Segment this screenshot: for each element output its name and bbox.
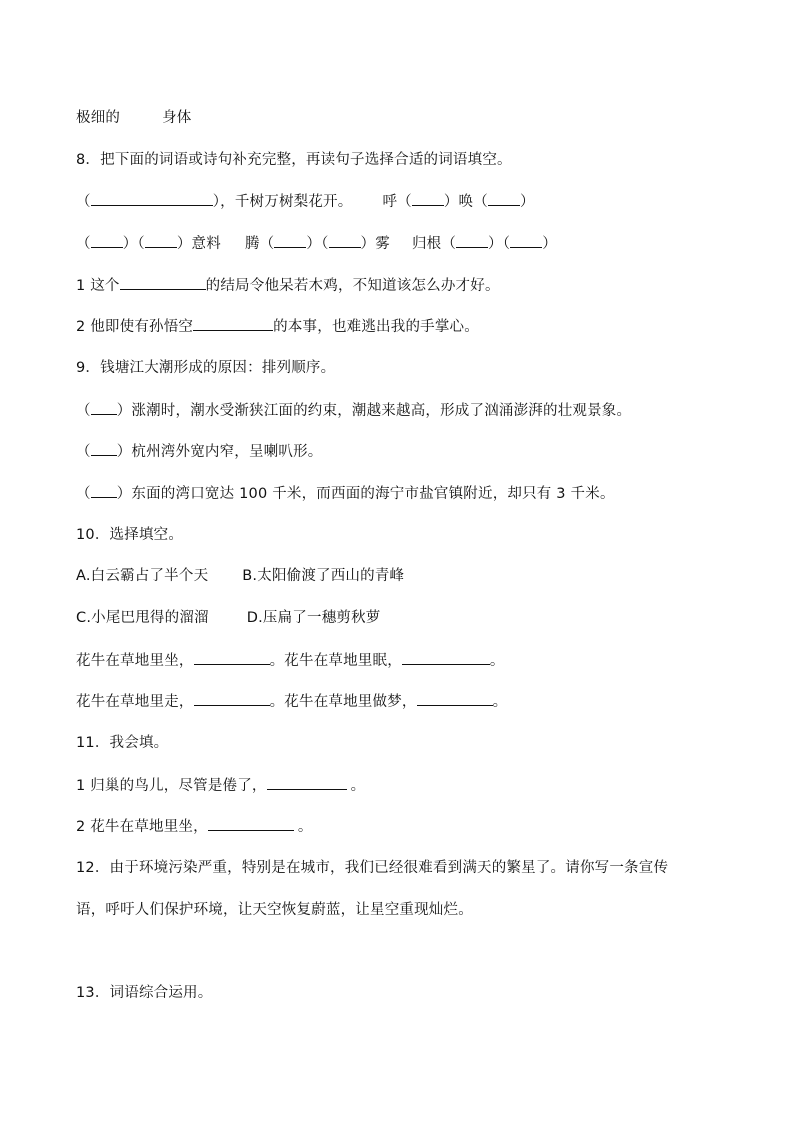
fill-blank[interactable] bbox=[267, 775, 347, 790]
fill-blank[interactable] bbox=[194, 650, 270, 665]
text: ） bbox=[542, 236, 557, 252]
text: 。花牛在草地里做梦， bbox=[269, 694, 417, 710]
fill-blank[interactable] bbox=[412, 191, 444, 206]
question-8-heading: 8．把下面的词语或诗句补充完整，再读句子选择合适的词语填空。 bbox=[76, 152, 512, 168]
text: 。 bbox=[489, 653, 505, 669]
fill-blank[interactable] bbox=[120, 275, 206, 290]
question-12-line-2: 语，呼吁人们保护环境，让天空恢复蔚蓝，让星空重现灿烂。 bbox=[76, 902, 473, 918]
text: 身体 bbox=[162, 110, 192, 126]
text: 的结局令他呆若木鸡，不知道该怎么办才好。 bbox=[205, 278, 500, 294]
text: ）唤（ bbox=[443, 194, 488, 210]
question-10-heading: 10．选择填空。 bbox=[76, 527, 184, 543]
text: ）东面的湾口宽达 100 千米，而西面的海宁市盐官镇附近，却只有 3 千米。 bbox=[116, 486, 615, 502]
text: ）杭州湾外宽内窄，呈喇叭形。 bbox=[116, 444, 323, 460]
text: 呼（ bbox=[382, 194, 412, 210]
text: 。 bbox=[350, 778, 366, 794]
option-b: B.太阳偷渡了西山的青峰 bbox=[242, 568, 405, 584]
question-8-sentence-1 bbox=[76, 275, 500, 296]
text: （ bbox=[76, 486, 91, 502]
question-10-line-2 bbox=[76, 691, 507, 712]
text: 。 bbox=[492, 694, 508, 710]
text: ）意料 bbox=[176, 236, 221, 252]
fill-blank[interactable] bbox=[417, 691, 493, 706]
text: ）涨潮时，潮水受渐狭江面的约束，潮越来越高，形成了汹涌澎湃的壮观景象。 bbox=[116, 403, 632, 419]
text: 归根（ bbox=[411, 236, 457, 252]
fill-blank[interactable] bbox=[274, 233, 306, 248]
text: 的本事，也难逃出我的手掌心。 bbox=[273, 319, 479, 335]
text: ）（ bbox=[122, 236, 145, 252]
fill-blank[interactable] bbox=[91, 483, 117, 498]
text: 2 花牛在草地里坐， bbox=[76, 819, 208, 835]
fill-blank[interactable] bbox=[510, 233, 542, 248]
question-10-options-ab bbox=[76, 566, 404, 586]
fill-blank[interactable] bbox=[145, 233, 177, 248]
option-d: D.压扁了一穗剪秋萝 bbox=[246, 610, 381, 626]
fill-blank[interactable] bbox=[208, 816, 294, 831]
fill-blank[interactable] bbox=[329, 233, 361, 248]
fill-blank[interactable] bbox=[91, 400, 117, 415]
fill-blank[interactable] bbox=[194, 691, 270, 706]
text: （ bbox=[76, 194, 91, 210]
question-12-line-1: 12．由于环境污染严重，特别是在城市，我们已经很难看到满天的繁星了。请你写一条宣传 bbox=[76, 860, 669, 876]
fill-blank[interactable] bbox=[193, 316, 273, 331]
text: （ bbox=[76, 444, 91, 460]
question-10-line-1 bbox=[76, 650, 505, 671]
question-11-line-1 bbox=[76, 775, 365, 796]
fill-blank[interactable] bbox=[488, 191, 520, 206]
question-8-sentence-2 bbox=[76, 316, 479, 337]
text: ）（ bbox=[488, 236, 511, 252]
question-8-line-1 bbox=[76, 191, 535, 212]
fill-blank[interactable] bbox=[91, 233, 123, 248]
fill-blank[interactable] bbox=[91, 441, 117, 456]
text: 2 他即使有孙悟空 bbox=[76, 319, 194, 335]
text: 极细的 bbox=[76, 110, 121, 126]
text: ）雾 bbox=[360, 236, 390, 252]
question-9-item-2 bbox=[76, 441, 323, 462]
question-11-heading: 11．我会填。 bbox=[76, 735, 169, 751]
question-13-heading: 13．词语综合运用。 bbox=[76, 985, 213, 1001]
text: 花牛在草地里走， bbox=[76, 694, 194, 710]
question-8-line-2 bbox=[76, 233, 557, 254]
option-a: A.白云霸占了半个天 bbox=[76, 568, 209, 584]
line-top bbox=[76, 108, 192, 128]
text: （ bbox=[76, 403, 91, 419]
text: ），千树万树梨花开。 bbox=[212, 194, 353, 210]
text: 1 归巢的鸟儿，尽管是倦了， bbox=[76, 778, 267, 794]
text: 腾（ bbox=[244, 236, 275, 252]
fill-blank[interactable] bbox=[91, 191, 213, 206]
fill-blank[interactable] bbox=[456, 233, 488, 248]
text: 花牛在草地里坐， bbox=[76, 653, 194, 669]
text: ）（ bbox=[306, 236, 329, 252]
option-c: C.小尾巴甩得的溜溜 bbox=[76, 610, 209, 626]
question-9-heading: 9．钱塘江大潮形成的原因：排列顺序。 bbox=[76, 360, 336, 376]
question-9-item-3 bbox=[76, 483, 615, 504]
text: 1 这个 bbox=[76, 278, 120, 294]
text: 。花牛在草地里眠， bbox=[269, 653, 402, 669]
question-10-options-cd bbox=[76, 608, 381, 628]
fill-blank[interactable] bbox=[402, 650, 490, 665]
question-11-line-2 bbox=[76, 816, 313, 837]
text: ） bbox=[519, 194, 535, 210]
text: （ bbox=[76, 236, 91, 252]
text: 。 bbox=[297, 819, 313, 835]
question-9-item-1 bbox=[76, 400, 631, 421]
